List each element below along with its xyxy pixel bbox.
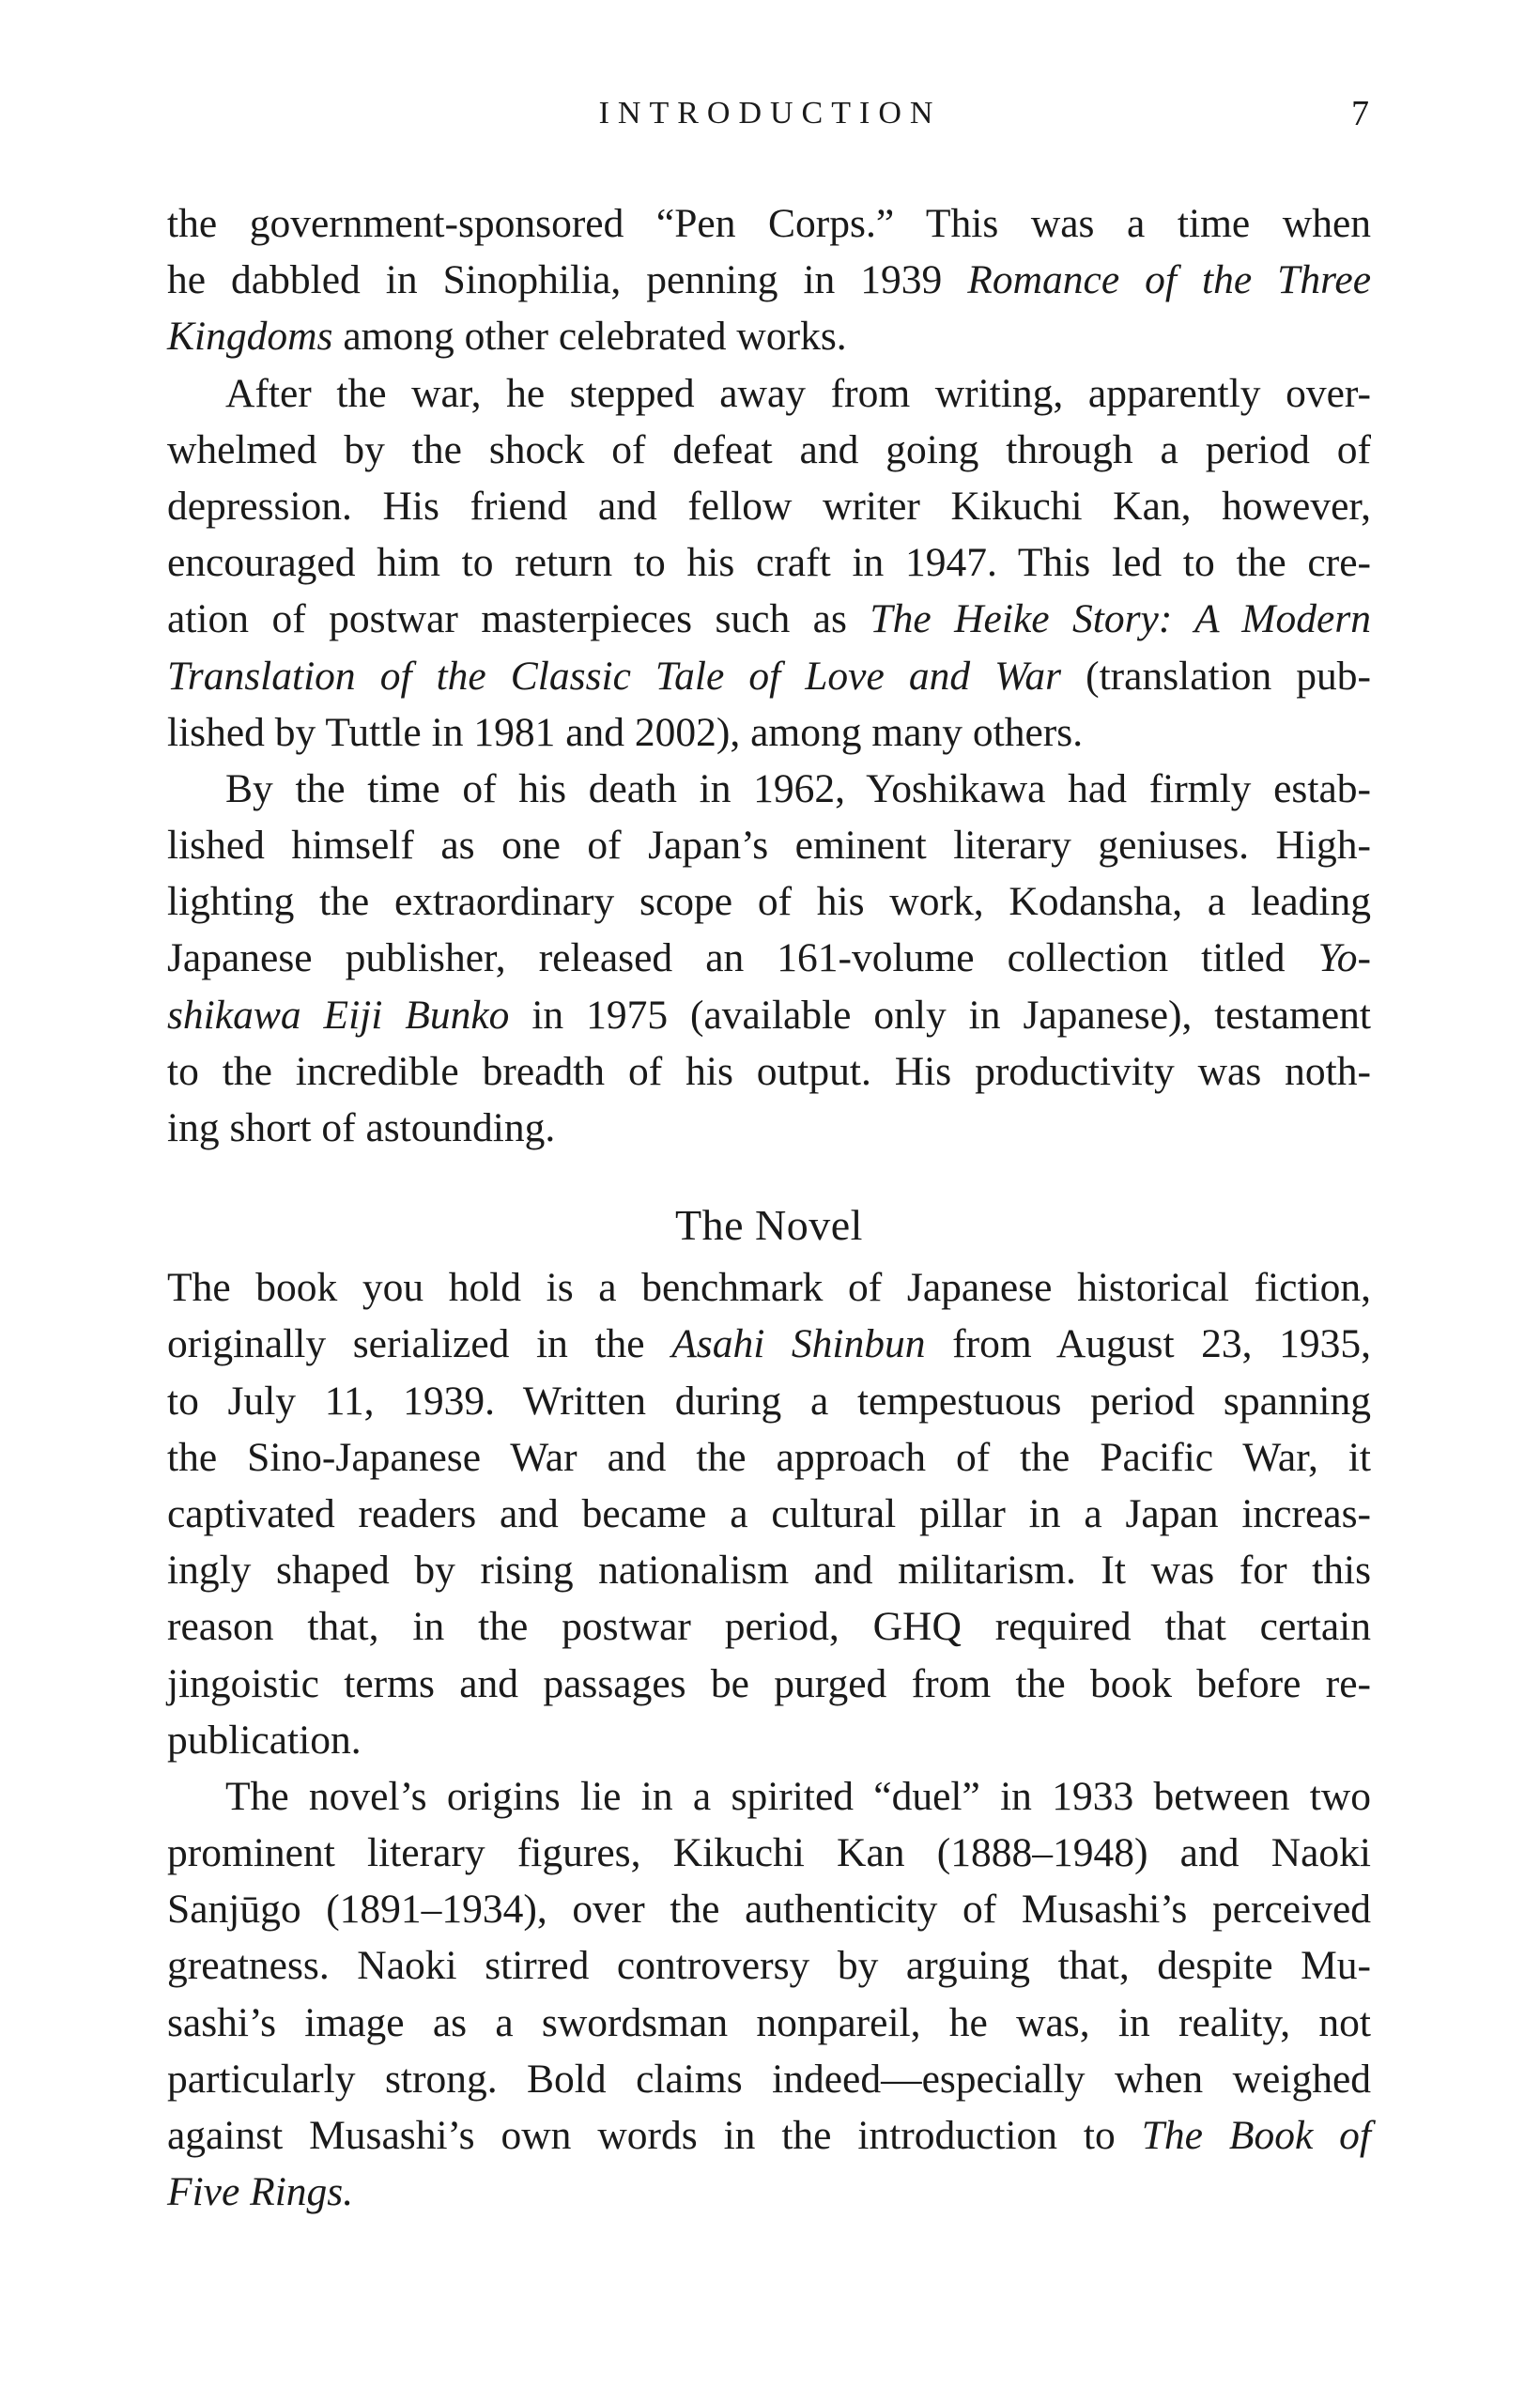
text-line [167,1712,1371,1768]
text-line [167,648,1371,704]
text-line [167,2107,1371,2164]
text-segment: greatness. Naoki stirred controversy by arguing that, despite Mu- [167,1943,1371,1989]
text-line [167,761,1371,817]
text-line [167,195,1371,252]
text-segment: lished by Tuttle in 1981 and 2002), among many others. [167,709,1084,755]
text-segment: prominent literary figures, Kikuchi Kan (1888–1948) and Naoki [167,1830,1371,1876]
text-line [167,1486,1371,1542]
text-segment: the government-sponsored “Pen Corps.” This was a time when [167,201,1371,246]
text-line [167,704,1371,761]
text-segment: The novel’s origins lie in a spirited “duel” in 1933 between two [225,1773,1371,1819]
italic-text: Translation of the Classic Tale of Love and War [167,653,1062,699]
text-segment: captivated readers and became a cultural pillar in a Japan increas- [167,1490,1371,1536]
text-segment: the Sino-Japanese War and the approach of the Pacific War, it [167,1434,1371,1480]
text-line [167,1995,1371,2051]
italic-text: The Heike Story: A Modern [870,596,1372,642]
text-line [167,2051,1371,2107]
text-segment: publication. [167,1717,362,1763]
text-segment: After the war, he stepped away from writing, apparently over- [225,370,1371,416]
text-line [167,1100,1371,1156]
text-line [167,1259,1371,1316]
text-line [167,930,1371,986]
text-line [167,1043,1371,1100]
text-line [167,1768,1371,1825]
text-segment: reason that, in the postwar period, GHQ required that certain [167,1604,1371,1650]
text-line [167,591,1371,647]
text-segment: ation of postwar masterpieces such as [167,596,870,642]
text-line [167,1881,1371,1937]
text-segment: lighting the extraordinary scope of his work, Kodansha, a leading [167,879,1371,925]
text-line [167,1598,1371,1655]
text-line [167,1429,1371,1486]
text-segment: The book you hold is a benchmark of Japanese historical fiction, [167,1265,1371,1311]
text-line [167,1656,1371,1712]
text-segment: sashi’s image as a swordsman nonpareil, he was, in reality, not [167,1999,1371,2045]
text-line [167,1373,1371,1429]
text-segment: ingly shaped by rising nationalism and militarism. It was for this [167,1548,1371,1594]
text-line [167,1825,1371,1881]
text-segment: originally serialized in the [167,1321,672,1367]
text-segment: to July 11, 1939. Written during a tempestuous period spanning [167,1378,1371,1424]
text-segment: (translation pub- [1061,653,1371,699]
body-text [167,195,1371,2220]
text-line [167,534,1371,591]
text-segment: particularly strong. Bold claims indeed—especially when weighed [167,2056,1371,2102]
text-segment: jingoistic terms and passages be purged from the book before re- [167,1660,1371,1706]
text-segment: from August 23, 1935, [925,1321,1372,1367]
text-segment: in 1975 (available only in Japanese), testament [509,992,1372,1038]
text-segment: lished himself as one of Japan’s eminent literary geniuses. High- [167,823,1371,869]
text-segment: Sanjūgo (1891–1934), over the authenticity of Musashi’s perceived [167,1887,1371,1933]
text-segment: among other celebrated works. [332,314,847,360]
italic-text: shikawa Eiji Bunko [167,992,510,1038]
text-line [167,987,1371,1043]
text-segment: to the incredible breadth of his output. His productivity was noth- [167,1048,1371,1094]
italic-text: Romance of the Three [967,257,1371,303]
text-segment: against Musashi’s own words in the introduction to [167,2113,1142,2158]
italic-text: The Book of [1141,2113,1372,2158]
text-segment: depression. His friend and fellow writer Kikuchi Kan, however, [167,483,1371,529]
text-line [167,817,1371,873]
text-line [167,308,1371,364]
text-segment: encouraged him to return to his craft in 1947. This led to the cre- [167,540,1371,586]
text-segment: ing short of astounding. [167,1105,556,1150]
text-line [167,252,1371,308]
text-segment: Japanese publisher, released an 161-volume collection titled [167,935,1318,981]
text-line [167,1542,1371,1598]
text-line [167,1937,1371,1994]
text-segment: By the time of his death in 1962, Yoshikawa had firmly estab- [225,765,1371,811]
italic-text: Five Rings. [167,2169,354,2215]
running-title: INTRODUCTION [598,96,942,131]
text-segment: he dabbled in Sinophilia, penning in 1939 [167,257,968,303]
page-number: 7 [1351,94,1369,133]
text-line [167,365,1371,422]
text-line [167,478,1371,534]
italic-text: Kingdoms [167,314,333,360]
italic-text: Asahi Shinbun [671,1321,926,1367]
section-heading: The Novel [675,1201,863,1250]
running-header [0,90,1540,137]
text-segment: whelmed by the shock of defeat and going through a period of [167,426,1371,472]
text-line [167,2164,1371,2220]
text-line [167,873,1371,930]
text-line [167,422,1371,478]
text-line [167,1316,1371,1372]
italic-text: Yo- [1317,935,1371,981]
